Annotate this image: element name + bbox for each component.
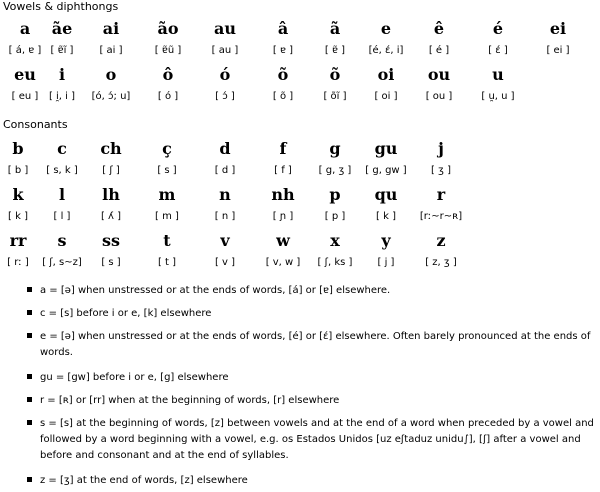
consonant-letter: t: [163, 231, 171, 250]
note-item: [24, 393, 599, 409]
consonant-letter: c: [57, 139, 67, 158]
consonant-letter: y: [381, 231, 391, 250]
vowel-cell: [361, 20, 411, 57]
vowel-letter: õ: [277, 65, 289, 84]
consonant-cell: [258, 140, 308, 177]
vowel-letter: ou: [427, 65, 451, 84]
note-text: e = [ə] when unstressed or at the ends of words, [é] or [ɛ́] elsewhere. Often barely pronounced at the ends of words.: [40, 331, 591, 358]
vowel-letter: ãe: [51, 19, 73, 38]
bullet-icon: [27, 477, 32, 482]
consonant-ipa: [ s ]: [157, 165, 177, 176]
consonant-ipa: [ v, w ]: [265, 257, 301, 268]
vowel-cell: [37, 20, 87, 57]
vowel-ipa: [ ai ]: [99, 45, 123, 56]
consonant-ipa: [ j ]: [377, 257, 395, 268]
consonant-letter: m: [158, 185, 176, 204]
consonant-ipa: [ n ]: [214, 211, 236, 222]
consonant-cell: [416, 232, 466, 269]
consonant-ipa: [ f ]: [274, 165, 292, 176]
consonant-letter: nh: [271, 185, 295, 204]
bullet-icon: [27, 333, 32, 338]
vowel-ipa: [ u̯, u ]: [481, 91, 515, 102]
vowel-letter: ai: [102, 19, 120, 38]
note-item: [24, 370, 599, 386]
vowel-letter: u: [492, 65, 504, 84]
vowel-cell: [414, 20, 464, 57]
consonant-letter: d: [219, 139, 231, 158]
vowel-ipa: [ ó ]: [157, 91, 179, 102]
consonant-letter: x: [330, 231, 340, 250]
consonant-cell: [310, 232, 360, 269]
vowel-cell: [200, 20, 250, 57]
consonant-letter: w: [276, 231, 290, 250]
consonant-cell: [200, 186, 250, 223]
consonant-ipa: [ v ]: [214, 257, 236, 268]
consonant-ipa: [ g, ʒ ]: [318, 165, 352, 176]
consonant-ipa: [ ʃ, s~z]: [42, 257, 82, 268]
vowel-ipa: [ ɐ ]: [272, 45, 294, 56]
note-text: s = [s] at the beginning of words, [z] between vowels and at the end of a word when preceded by a vowel and followed by a word beginning with a vowel, e.g. os Estados Unidos [uz eʃtaduz unidu∫], [ʃ] after a vowel and before and consonant and at the end of syllables.: [40, 418, 594, 461]
consonant-ipa: [ m ]: [155, 211, 179, 222]
consonant-ipa: [ ɲ ]: [272, 211, 294, 222]
vowel-letter: ã: [329, 19, 341, 38]
vowel-cell: [414, 66, 464, 103]
vowel-letter: õ: [329, 65, 341, 84]
vowel-cell: [258, 66, 308, 103]
note-item: [24, 416, 599, 464]
consonant-letter: b: [12, 139, 24, 158]
vowel-cell: [533, 20, 583, 57]
vowel-ipa: [ ɐ̃ĩ ]: [50, 45, 74, 56]
consonant-cell: [86, 140, 136, 177]
consonant-letter: s: [57, 231, 67, 250]
consonant-ipa: [ s ]: [101, 257, 121, 268]
consonant-cell: [361, 140, 411, 177]
vowel-letter: o: [105, 65, 117, 84]
consonant-cell: [142, 186, 192, 223]
consonant-letter: j: [438, 139, 444, 158]
consonant-cell: [200, 232, 250, 269]
vowel-ipa: [ó, ɔ́; u]: [91, 91, 131, 102]
vowel-ipa: [ á, ɐ ]: [8, 45, 42, 56]
consonant-ipa: [ d ]: [214, 165, 236, 176]
note-text: a = [ə] when unstressed or at the ends of words, [á] or [ɐ] elsewhere.: [40, 285, 391, 296]
bullet-icon: [27, 397, 32, 402]
consonant-letter: gu: [374, 139, 398, 158]
vowels-heading: Vowels & diphthongs: [3, 0, 119, 13]
vowel-cell: [473, 66, 523, 103]
vowel-cell: [200, 66, 250, 103]
consonant-ipa: [rː~r~ʀ]: [419, 211, 463, 222]
consonant-letter: n: [219, 185, 231, 204]
vowel-letter: a: [19, 19, 31, 38]
consonant-cell: [310, 140, 360, 177]
vowel-ipa: [ eu ]: [11, 91, 39, 102]
note-item: [24, 283, 599, 299]
consonant-cell: [361, 186, 411, 223]
consonant-letter: v: [220, 231, 230, 250]
consonant-cell: [37, 140, 87, 177]
vowel-letter: ó: [219, 65, 231, 84]
note-item: [24, 473, 599, 489]
note-item: [24, 306, 599, 322]
note-text: c = [s] before i or e, [k] elsewhere: [40, 308, 212, 319]
vowel-cell: [473, 20, 523, 57]
bullet-icon: [27, 420, 32, 425]
consonant-cell: [258, 232, 308, 269]
consonant-letter: ç: [162, 139, 172, 158]
note-text: r = [ʀ] or [rr] when at the beginning of words, [r] elsewhere: [40, 395, 340, 406]
consonant-ipa: [ p ]: [324, 211, 346, 222]
consonant-letter: rr: [9, 231, 27, 250]
vowel-letter: i: [58, 65, 66, 84]
consonant-ipa: [ z, ʒ ]: [425, 257, 457, 268]
vowel-ipa: [ ou ]: [425, 91, 453, 102]
consonant-cell: [258, 186, 308, 223]
consonant-cell: [200, 140, 250, 177]
consonant-letter: r: [436, 185, 446, 204]
vowel-cell: [143, 20, 193, 57]
consonant-cell: [310, 186, 360, 223]
consonant-letter: z: [436, 231, 446, 250]
vowel-ipa: [ i̯, i ]: [48, 91, 76, 102]
note-item: [24, 329, 599, 361]
consonant-ipa: [ t ]: [157, 257, 177, 268]
vowel-ipa: [ au ]: [211, 45, 239, 56]
consonant-letter: p: [329, 185, 341, 204]
vowel-ipa: [ ɐ̃ũ ]: [154, 45, 182, 56]
vowel-letter: oi: [377, 65, 395, 84]
vowel-letter: ê: [433, 19, 445, 38]
vowel-cell: [310, 66, 360, 103]
bullet-icon: [27, 310, 32, 315]
vowel-cell: [86, 20, 136, 57]
vowel-cell: [310, 20, 360, 57]
consonant-cell: [86, 232, 136, 269]
vowel-letter: é: [492, 19, 504, 38]
consonant-ipa: [ rː ]: [7, 257, 29, 268]
consonant-ipa: [ k ]: [376, 211, 396, 222]
vowel-letter: ão: [157, 19, 179, 38]
consonant-ipa: [ s, k ]: [46, 165, 78, 176]
consonant-ipa: [ ʎ ]: [100, 211, 122, 222]
consonant-cell: [142, 140, 192, 177]
consonant-ipa: [ b ]: [7, 165, 29, 176]
consonant-ipa: [ ʒ ]: [431, 165, 451, 176]
vowel-ipa: [ ei ]: [546, 45, 570, 56]
consonant-cell: [37, 232, 87, 269]
vowel-ipa: [é, ɛ́, i]: [368, 45, 404, 56]
bullet-icon: [27, 374, 32, 379]
consonant-ipa: [ g, gw ]: [365, 165, 407, 176]
bullet-icon: [27, 287, 32, 292]
vowel-cell: [86, 66, 136, 103]
consonant-letter: f: [279, 139, 287, 158]
vowel-letter: eu: [14, 65, 36, 84]
vowel-letter: ei: [549, 19, 567, 38]
consonant-cell: [142, 232, 192, 269]
vowel-cell: [37, 66, 87, 103]
vowel-letter: au: [214, 19, 236, 38]
consonant-letter: qu: [374, 185, 398, 204]
vowel-letter: e: [380, 19, 392, 38]
consonant-cell: [416, 140, 466, 177]
consonant-cell: [361, 232, 411, 269]
consonant-letter: lh: [102, 185, 120, 204]
vowel-ipa: [ é ]: [428, 45, 450, 56]
consonant-letter: g: [329, 139, 341, 158]
consonant-cell: [86, 186, 136, 223]
vowel-ipa: [ õĩ ]: [323, 91, 347, 102]
consonant-cell: [37, 186, 87, 223]
vowel-ipa: [ ɛ́ ]: [488, 45, 508, 56]
vowel-cell: [361, 66, 411, 103]
vowel-ipa: [ oi ]: [374, 91, 398, 102]
vowel-ipa: [ ɔ́ ]: [215, 91, 235, 102]
consonant-letter: l: [58, 185, 66, 204]
consonant-ipa: [ l ]: [53, 211, 71, 222]
consonant-letter: ss: [101, 231, 120, 250]
consonant-ipa: [ ʃ, ks ]: [317, 257, 353, 268]
note-text: z = [ʒ] at the end of words, [z] elsewhere: [40, 475, 248, 486]
vowel-cell: [258, 20, 308, 57]
vowel-ipa: [ ɐ̃ ]: [324, 45, 346, 56]
consonants-heading: Consonants: [3, 118, 68, 131]
vowel-cell: [143, 66, 193, 103]
vowel-ipa: [ õ ]: [272, 91, 294, 102]
consonant-letter: ch: [100, 139, 122, 158]
vowel-letter: â: [277, 19, 289, 38]
consonant-ipa: [ k ]: [8, 211, 28, 222]
consonant-letter: k: [12, 185, 24, 204]
consonant-ipa: [ ʃ ]: [102, 165, 120, 176]
consonant-cell: [416, 186, 466, 223]
vowel-letter: ô: [162, 65, 174, 84]
note-text: gu = [gw] before i or e, [g] elsewhere: [40, 372, 229, 383]
